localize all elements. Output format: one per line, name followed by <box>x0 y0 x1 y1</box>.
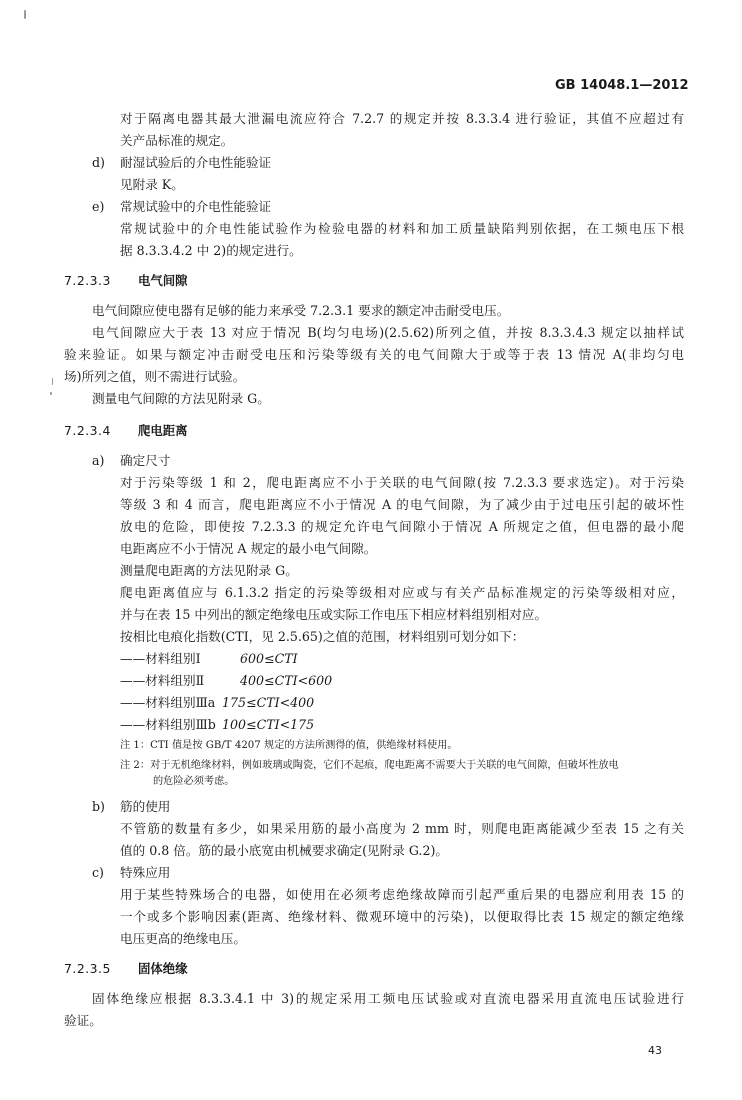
para-line: 按相比电痕化指数(CTI，见 2.5.65)之值的范围，材料组别可划分如下： <box>120 629 525 644</box>
para-line: 电距离应不小于情况 A 规定的最小电气间隙。 <box>120 541 377 556</box>
para-line: 验证。 <box>64 1013 102 1028</box>
note-line: 注 1：CTI 值是按 GB/T 4207 规定的方法所测得的值，供绝缘材料使用。 <box>120 740 458 751</box>
para-line: 并与在表 15 中列出的额定绝缘电压或实际工作电压下相应材料组别相对应。 <box>120 607 548 622</box>
para-line: 测量爬电距离的方法见附录 G。 <box>120 563 298 578</box>
list-marker: e) <box>92 199 105 214</box>
section-title: 爬电距离 <box>138 423 188 438</box>
scan-speck <box>50 392 52 395</box>
para-line: 值的 0.8 倍。筋的最小底宽由机械要求确定(见附录 G.2)。 <box>120 843 448 858</box>
material-group-row <box>120 714 314 736</box>
page-number: 43 <box>648 1044 662 1057</box>
list-marker: d) <box>92 155 105 170</box>
group-label: ——材料组别Ⅰ <box>120 651 201 666</box>
standard-number: GB 14048.1—2012 <box>555 78 689 93</box>
para-line: 等级 3 和 4 而言，爬电距离应不小于情况 A 的电气间隙，为了减少由于过电压引起的破坏性 <box>120 497 684 512</box>
list-marker: b) <box>92 799 105 814</box>
group-range: 400≤CTI<600 <box>240 673 333 688</box>
section-number: 7.2.3.3 <box>64 273 111 288</box>
list-marker: a) <box>92 453 105 468</box>
note-line: 注 2：对于无机绝缘材料，例如玻璃或陶瓷，它们不起痕，爬电距离不需要大于关联的电气间隙，但破坏性放电 <box>120 760 619 771</box>
item-title: 确定尺寸 <box>120 453 171 468</box>
para-line: 电压更高的绝缘电压。 <box>120 931 246 946</box>
para-line: 用于某些特殊场合的电器，如使用在必须考虑绝缘故障而引起严重后果的电器应利用表 15 的 <box>120 887 684 902</box>
para-line: 电气间隙应使电器有足够的能力来承受 7.2.3.1 要求的额定冲击耐受电压。 <box>92 303 510 318</box>
item-title: 常规试验中的介电性能验证 <box>120 199 272 214</box>
section-number: 7.2.3.5 <box>64 961 111 976</box>
para-line: 对于隔离电器其最大泄漏电流应符合 7.2.7 的规定并按 8.3.3.4 进行验证，其值不应超过有 <box>120 111 684 126</box>
para-line: 见附录 K。 <box>120 177 184 192</box>
group-range: 175≤CTI<400 <box>222 695 315 710</box>
section-heading <box>64 420 188 442</box>
para-line: 放电的危险，即使按 7.2.3.3 的规定允许电气间隙小于情况 A 所规定之值，但电器的最小爬 <box>120 519 684 534</box>
material-group-row <box>120 670 332 692</box>
scan-speck <box>52 378 53 385</box>
section-title: 电气间隙 <box>138 273 188 288</box>
scan-speck <box>24 10 26 19</box>
para-line: 固体绝缘应根据 8.3.3.4.1 中 3)的规定采用工频电压试验或对直流电器采用直流电压试验进行 <box>92 991 684 1006</box>
para-line: 一个或多个影响因素(距离、绝缘材料、微观环境中的污染)，以便取得比表 15 规定的额定绝缘 <box>120 909 684 924</box>
section-number: 7.2.3.4 <box>64 423 111 438</box>
group-label: ——材料组别Ⅲa <box>120 695 216 710</box>
section-heading <box>64 958 188 980</box>
para-line: 电气间隙应大于表 13 对应于情况 B(均匀电场)(2.5.62)所列之值，并按 8.3.3.4.3 规定以抽样试 <box>92 325 684 340</box>
group-label: ——材料组别Ⅲb <box>120 717 216 732</box>
item-title: 筋的使用 <box>120 799 171 814</box>
para-line: 验来验证。如果与额定冲击耐受电压和污染等级有关的电气间隙大于或等于表 13 情况 A(非均匀电 <box>64 347 684 362</box>
para-line: 对于污染等级 1 和 2，爬电距离应不小于关联的电气间隙(按 7.2.3.3 要求选定)。对于污染 <box>120 475 684 490</box>
item-title: 耐湿试验后的介电性能验证 <box>120 155 272 170</box>
para-line: 测量电气间隙的方法见附录 G。 <box>92 391 270 406</box>
list-marker: c) <box>92 865 104 880</box>
note-line: 的危险必须考虑。 <box>153 776 235 787</box>
para-line: 场)所列之值，则不需进行试验。 <box>64 369 246 384</box>
material-group-row <box>120 648 298 670</box>
group-range: 600≤CTI <box>240 651 298 666</box>
para-line: 据 8.3.3.4.2 中 2)的规定进行。 <box>120 243 302 258</box>
group-range: 100≤CTI<175 <box>222 717 315 732</box>
item-title: 特殊应用 <box>120 865 171 880</box>
section-title: 固体绝缘 <box>138 961 188 976</box>
para-line: 关产品标准的规定。 <box>120 133 234 148</box>
material-group-row <box>120 692 314 714</box>
group-label: ——材料组别Ⅱ <box>120 673 205 688</box>
para-line: 常规试验中的介电性能试验作为检验电器的材料和加工质量缺陷判别依据，在工频电压下根 <box>120 221 684 236</box>
para-line: 不管筋的数量有多少，如果采用筋的最小高度为 2 mm 时，则爬电距离能减少至表 15 之有关 <box>120 821 684 836</box>
section-heading <box>64 270 188 292</box>
para-line: 爬电距离值应与 6.1.3.2 指定的污染等级相对应或与有关产品标准规定的污染等级相对应， <box>120 585 684 600</box>
